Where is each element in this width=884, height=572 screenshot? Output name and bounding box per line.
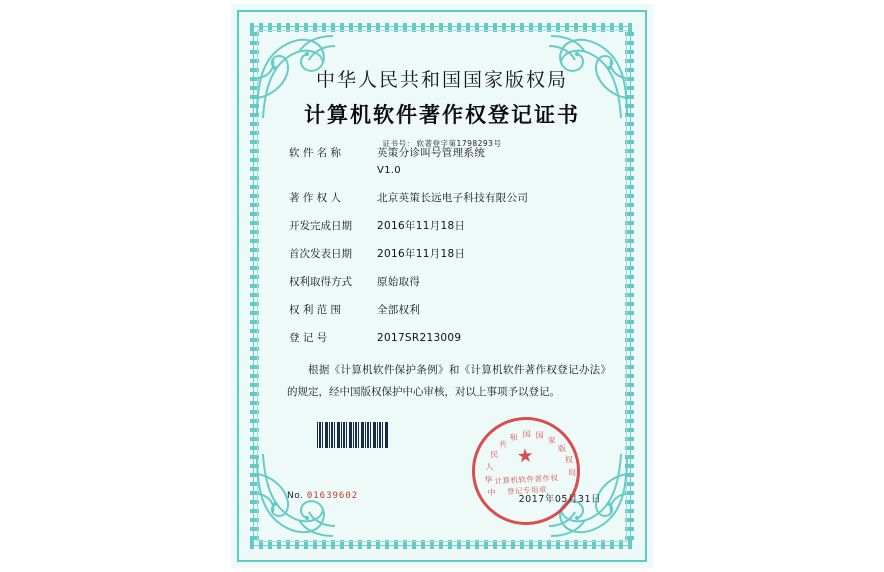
certificate-title: 计算机软件著作权登记证书 bbox=[304, 102, 580, 127]
field-value: 2017SR213009 bbox=[377, 332, 462, 344]
field-label: 开发完成日期 bbox=[289, 220, 352, 232]
seal-ring-text: 中 华 人 民 共 和 国 国 家 版 权 局 bbox=[484, 429, 577, 498]
field-registration-number bbox=[289, 331, 599, 346]
serial-number-value: 01639602 bbox=[306, 491, 359, 501]
certificate-header bbox=[231, 66, 653, 149]
field-value: 全部权利 bbox=[377, 304, 421, 316]
field-development-date bbox=[289, 219, 599, 234]
seal-center-line2: 登记专用章 bbox=[506, 484, 548, 497]
certificate-fields bbox=[289, 146, 599, 359]
field-copyright-owner bbox=[289, 191, 599, 206]
field-value-version: V1.0 bbox=[377, 165, 401, 176]
field-first-publish-date bbox=[289, 247, 599, 262]
serial-number-label: No. bbox=[287, 491, 304, 501]
field-rights-scope bbox=[289, 303, 599, 318]
field-label: 软 件 名 称 bbox=[289, 147, 342, 159]
issue-date: 2017年05月31日 bbox=[518, 494, 601, 505]
certificate-document bbox=[231, 4, 653, 568]
field-value: 2016年11月18日 bbox=[377, 248, 466, 260]
field-label: 权利取得方式 bbox=[289, 276, 352, 288]
field-value: 2016年11月18日 bbox=[377, 220, 466, 232]
issuing-authority-title: 中华人民共和国国家版权局 bbox=[315, 69, 568, 91]
field-rights-acquisition bbox=[289, 275, 599, 290]
field-software-name bbox=[289, 146, 599, 178]
certificate-number-label: 证书号： bbox=[382, 139, 415, 148]
seal-star-icon: ★ bbox=[516, 444, 535, 468]
legal-statement: 根据《计算机软件保护条例》和《计算机软件著作权登记办法》的规定，经中国版权保护中心审核，对以上事项予以登记。 bbox=[287, 364, 611, 398]
field-value-text: 英策分诊叫号管理系统 bbox=[377, 147, 485, 159]
official-seal bbox=[469, 414, 583, 528]
field-label: 登 记 号 bbox=[289, 332, 328, 344]
field-label: 首次发表日期 bbox=[289, 248, 352, 260]
field-value bbox=[377, 146, 599, 178]
field-value: 原始取得 bbox=[377, 276, 421, 288]
field-label: 权 利 范 围 bbox=[289, 304, 342, 316]
field-value: 北京英策长远电子科技有限公司 bbox=[377, 192, 529, 204]
barcode bbox=[317, 422, 389, 448]
seal-center-line1: 计算机软件著作权 bbox=[494, 473, 559, 486]
serial-number bbox=[287, 491, 358, 501]
certificate-number-value: 软著登字第1798293号 bbox=[416, 139, 502, 148]
field-label: 著 作 权 人 bbox=[289, 192, 342, 204]
